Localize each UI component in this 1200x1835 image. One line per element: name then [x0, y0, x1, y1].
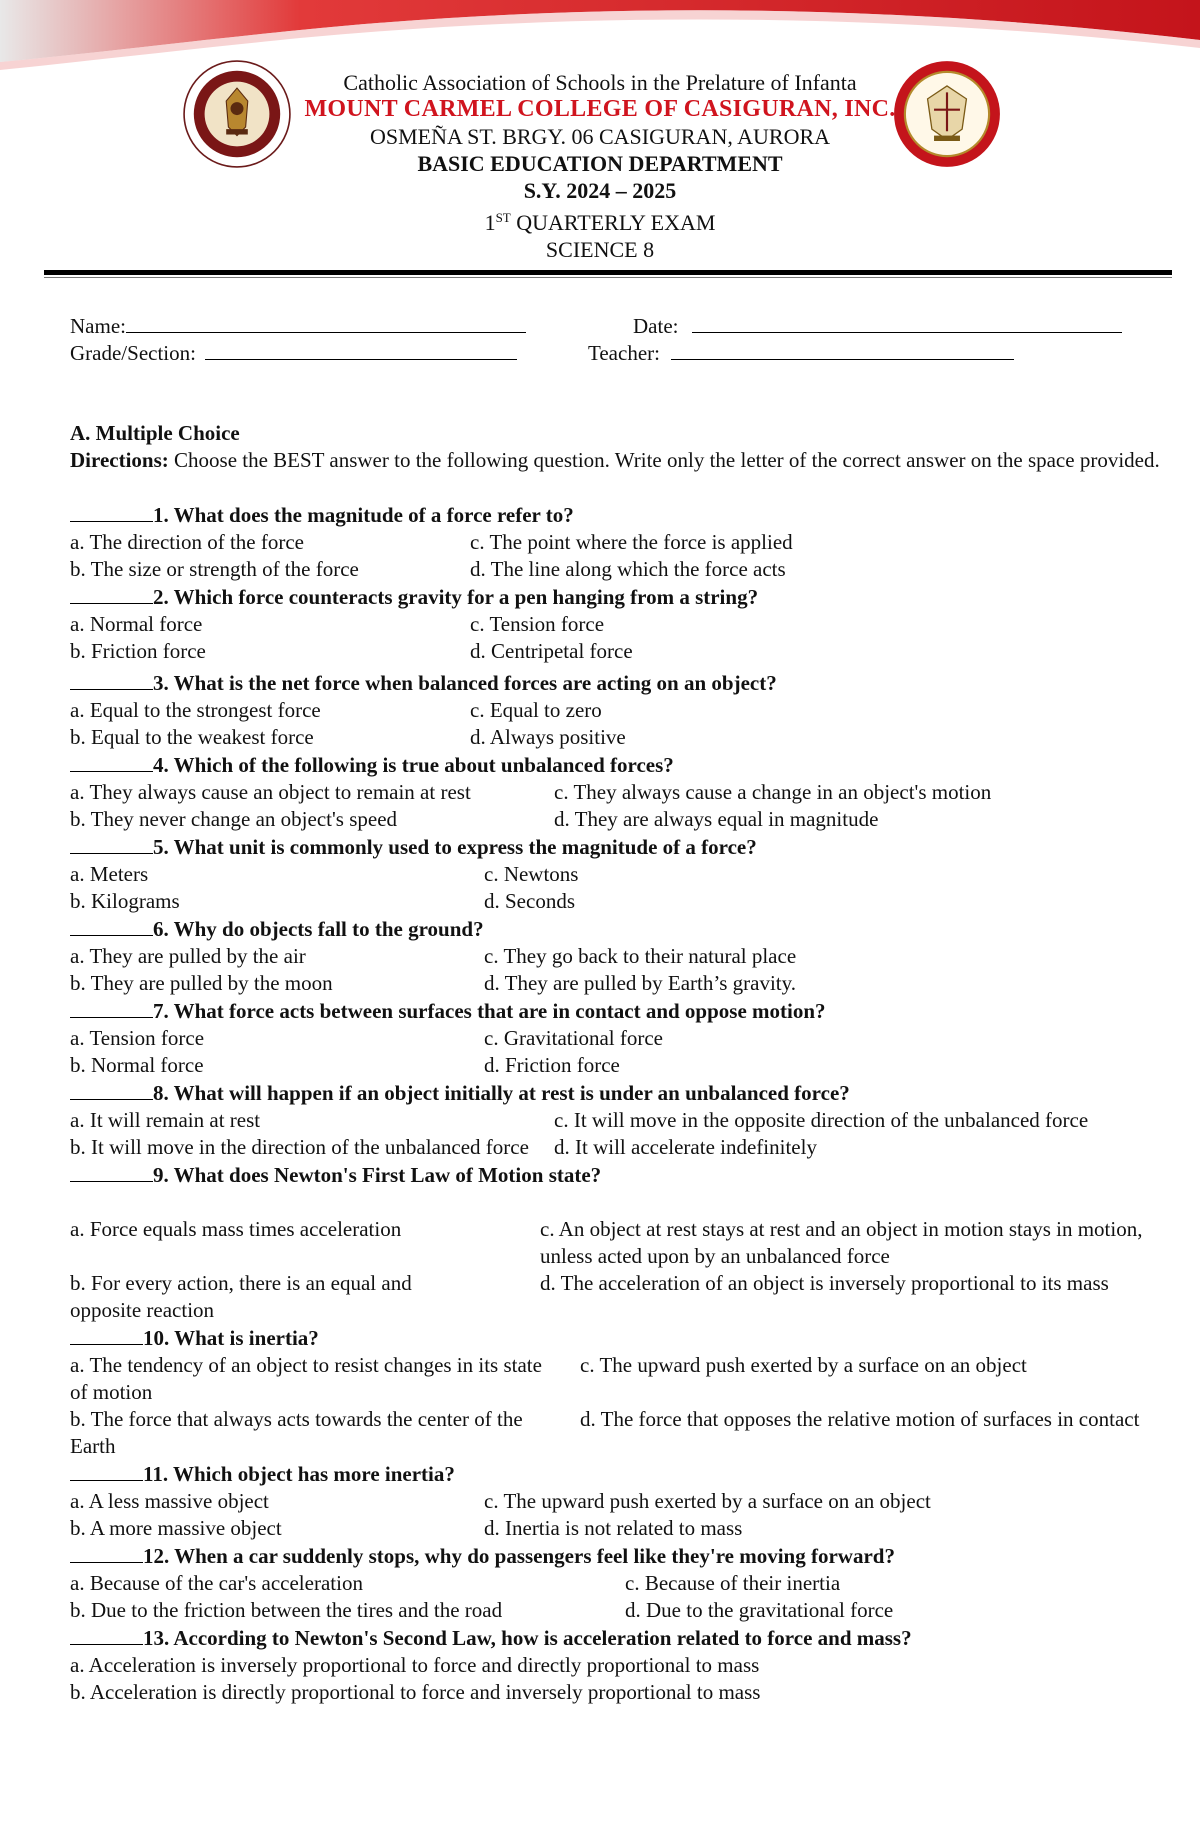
school-name: MOUNT CARMEL COLLEGE OF CASIGURAN, INC. — [304, 96, 896, 122]
choice-b: b. The force that always acts towards the center of the Earth — [70, 1407, 523, 1458]
exam-label: QUARTERLY EXAM — [510, 210, 716, 235]
choice-d: d. The force that opposes the relative motion of surfaces in contact — [580, 1407, 1140, 1431]
question-text: 4. Which of the following is true about unbalanced forces? — [153, 753, 674, 777]
choice-c: c. Because of their inertia — [625, 1571, 841, 1595]
school-address: OSMEÑA ST. BRGY. 06 CASIGURAN, AURORA — [369, 124, 831, 149]
question — [70, 751, 1160, 779]
choice-a: a. It will remain at rest — [70, 1108, 261, 1132]
section-title: A. Multiple Choice — [70, 421, 240, 445]
exam-number: 1 — [484, 210, 496, 235]
choice-d: d. Friction force — [484, 1053, 620, 1077]
name-line[interactable] — [126, 313, 526, 333]
choice-d: d. The acceleration of an object is inversely proportional to its mass — [540, 1271, 1109, 1295]
choice-a: a. Meters — [70, 862, 149, 886]
answer-blank[interactable] — [70, 1542, 143, 1563]
school-year: S.Y. 2024 – 2025 — [523, 178, 677, 203]
choice-a: a. Normal force — [70, 612, 203, 636]
answer-blank[interactable] — [70, 833, 153, 854]
choice-d: d. They are always equal in magnitude — [554, 807, 879, 831]
choice-c: c. It will move in the opposite direction of the unbalanced force — [554, 1108, 1089, 1132]
name-label: Name: — [70, 314, 126, 338]
question — [70, 1542, 1160, 1570]
date-label: Date: — [633, 314, 679, 338]
question — [70, 1079, 1160, 1107]
question-text: 11. Which object has more inertia? — [143, 1462, 455, 1486]
question-text: 9. What does Newton's First Law of Motion state? — [153, 1163, 602, 1187]
grade-section-line[interactable] — [205, 340, 517, 360]
choice-d: d. Centripetal force — [470, 639, 633, 663]
choice-d: d. They are pulled by Earth’s gravity. — [484, 971, 796, 995]
answer-blank[interactable] — [70, 915, 153, 936]
choice-b: b. Acceleration is directly proportional to force and inversely proportional to mass — [70, 1680, 761, 1704]
choice-d: d. The line along which the force acts — [470, 557, 786, 581]
question-text: 1. What does the magnitude of a force refer to? — [153, 503, 574, 527]
header-divider-thin — [44, 277, 1172, 278]
choice-b: b. Normal force — [70, 1053, 204, 1077]
exam-content — [70, 420, 1160, 1706]
choice-c: c. The upward push exerted by a surface on an object — [580, 1353, 1027, 1377]
question — [70, 1624, 1160, 1652]
choice-c: c. Newtons — [484, 862, 579, 886]
question-text: 6. Why do objects fall to the ground? — [153, 917, 484, 941]
choices — [70, 1488, 1160, 1542]
question — [70, 915, 1160, 943]
answer-blank[interactable] — [70, 583, 153, 604]
choices — [70, 1107, 1160, 1161]
choice-b: b. It will move in the direction of the unbalanced force — [70, 1135, 529, 1159]
choice-c: c. Gravitational force — [484, 1026, 663, 1050]
choice-b: b. Equal to the weakest force — [70, 725, 314, 749]
question-text: 10. What is inertia? — [143, 1326, 319, 1350]
choices — [70, 779, 1160, 833]
question-text: 7. What force acts between surfaces that are in contact and oppose motion? — [153, 999, 826, 1023]
choice-c: c. Tension force — [470, 612, 605, 636]
choice-c: c. Equal to zero — [470, 698, 602, 722]
question-text: 2. Which force counteracts gravity for a pen hanging from a string? — [153, 585, 759, 609]
choice-b: b. They are pulled by the moon — [70, 971, 333, 995]
date-field[interactable] — [633, 313, 1122, 339]
question — [70, 1161, 1160, 1189]
question-text: 3. What is the net force when balanced forces are acting on an object? — [153, 671, 777, 695]
choices — [70, 943, 1160, 997]
answer-blank[interactable] — [70, 669, 153, 690]
exam-ordinal: ST — [495, 210, 511, 225]
directions-text: Choose the BEST answer to the following question. Write only the letter of the correct answer on the space provided. — [168, 448, 1160, 472]
question-text: 12. When a car suddenly stops, why do passengers feel like they're moving forward? — [143, 1544, 895, 1568]
choice-b: b. A more massive object — [70, 1516, 282, 1540]
choice-a: a. They always cause an object to remain at rest — [70, 780, 471, 804]
choices — [70, 1352, 1160, 1460]
association-name: Catholic Association of Schools in the Prelature of Infanta — [343, 70, 857, 95]
date-line[interactable] — [692, 313, 1122, 333]
choices — [70, 1216, 1160, 1324]
department-name: BASIC EDUCATION DEPARTMENT — [417, 151, 783, 176]
question — [70, 997, 1160, 1025]
question — [70, 1324, 1160, 1352]
choices — [70, 697, 1160, 751]
choice-d: d. Due to the gravitational force — [625, 1598, 894, 1622]
choice-d: d. Inertia is not related to mass — [484, 1516, 743, 1540]
question — [70, 1460, 1160, 1488]
directions — [70, 447, 1160, 474]
question — [70, 583, 1160, 611]
choice-a: a. Tension force — [70, 1026, 205, 1050]
answer-blank[interactable] — [70, 1079, 153, 1100]
choice-a: a. Acceleration is inversely proportional to force and directly proportional to mass — [70, 1653, 760, 1677]
question — [70, 669, 1160, 697]
question-text: 13. According to Newton's Second Law, how is acceleration related to force and mass? — [143, 1626, 912, 1650]
choices — [70, 529, 1160, 583]
answer-blank[interactable] — [70, 1460, 143, 1481]
choice-b: b. The size or strength of the force — [70, 557, 359, 581]
choice-a: a. Equal to the strongest force — [70, 698, 321, 722]
question — [70, 833, 1160, 861]
grade-section-field[interactable] — [70, 340, 517, 366]
choice-b: b. For every action, there is an equal and opposite reaction — [70, 1271, 412, 1322]
choices — [70, 1570, 1160, 1624]
answer-blank[interactable] — [70, 1624, 143, 1645]
choice-c: c. The upward push exerted by a surface on an object — [484, 1489, 931, 1513]
teacher-label: Teacher: — [588, 341, 660, 365]
choice-c: c. They go back to their natural place — [484, 944, 797, 968]
header-divider — [44, 270, 1172, 275]
answer-blank[interactable] — [70, 751, 153, 772]
question — [70, 501, 1160, 529]
choices — [70, 611, 1160, 665]
document-header — [0, 69, 1200, 263]
choice-b: b. Friction force — [70, 639, 206, 663]
choices — [70, 1652, 1160, 1706]
choice-a: a. A less massive object — [70, 1489, 269, 1513]
choices — [70, 1025, 1160, 1079]
choice-a: a. Force equals mass times acceleration — [70, 1217, 402, 1241]
choice-d: d. It will accelerate indefinitely — [554, 1135, 817, 1159]
choices — [70, 861, 1160, 915]
choice-d: d. Seconds — [484, 889, 575, 913]
subject-title: SCIENCE 8 — [545, 237, 655, 262]
choice-c: c. The point where the force is applied — [470, 530, 793, 554]
question-text: 8. What will happen if an object initially at rest is under an unbalanced force? — [153, 1081, 850, 1105]
directions-label: Directions: — [70, 448, 169, 472]
answer-blank[interactable] — [70, 997, 153, 1018]
answer-blank[interactable] — [70, 1324, 143, 1345]
grade-section-label: Grade/Section: — [70, 341, 196, 365]
teacher-line[interactable] — [671, 340, 1014, 360]
choice-a: a. They are pulled by the air — [70, 944, 306, 968]
question-text: 5. What unit is commonly used to express the magnitude of a force? — [153, 835, 757, 859]
name-field[interactable] — [70, 313, 526, 339]
choice-c: c. An object at rest stays at rest and an object in motion stays in motion, unless acted upon by an unbalanced force — [540, 1217, 1143, 1268]
choice-a: a. The tendency of an object to resist changes in its state of motion — [70, 1353, 542, 1404]
choice-a: a. The direction of the force — [70, 530, 305, 554]
choice-b: b. Due to the friction between the tires and the road — [70, 1598, 503, 1622]
answer-blank[interactable] — [70, 501, 153, 522]
teacher-field[interactable] — [588, 340, 1014, 366]
choice-d: d. Always positive — [470, 725, 626, 749]
answer-blank[interactable] — [70, 1161, 153, 1182]
choice-c: c. They always cause a change in an object's motion — [554, 780, 992, 804]
exam-title — [0, 204, 1200, 236]
choice-b: b. They never change an object's speed — [70, 807, 398, 831]
choice-b: b. Kilograms — [70, 889, 180, 913]
choice-a: a. Because of the car's acceleration — [70, 1571, 363, 1595]
